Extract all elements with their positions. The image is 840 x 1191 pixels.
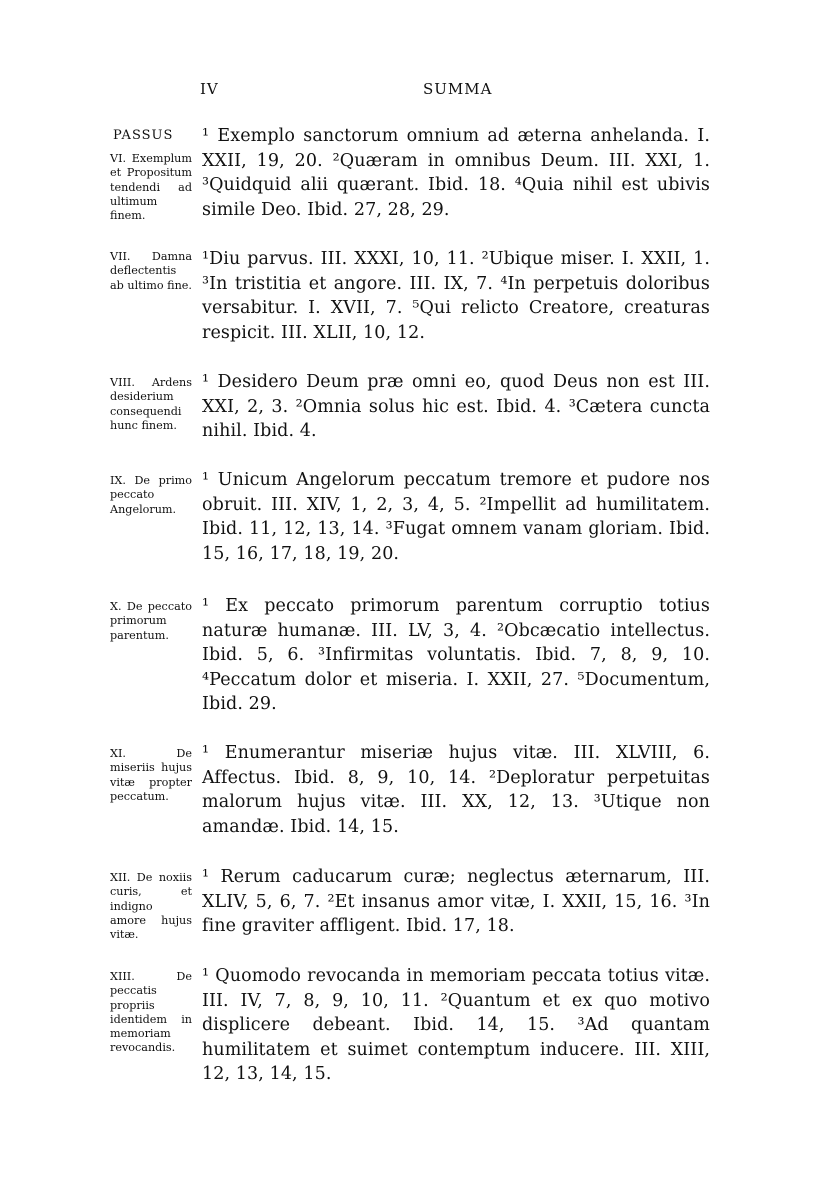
entry-text: ¹Diu parvus. III. XXXI, 10, 11. ²Ubique miser. I. XXII, 1. ³In tristitia et angore. III. IX, 7. ⁴In perpetuis doloribus versabitur. I. XVII, 7. ⁵Qui relicto Creatore, creaturas respicit. III. XLII, 10, 12. <box>202 249 710 343</box>
entry-text: ¹ Ex peccato primorum parentum corruptio totius naturæ humanæ. III. LV, 3, 4. ²Obcæcatio intellectus. Ibid. 5, 6. ³Infirmitas voluntatis. Ibid. 7, 8, 9, 10. ⁴Peccatum dolor et miseria. I. XXII, 27. ⁵Documentum, Ibid. 29. <box>202 596 710 715</box>
entry-text: ¹ Unicum Angelorum peccatum tremore et pudore nos obruit. III. XIV, 1, 2, 3, 4, 5. ²Impellit ad humilitatem. Ibid. 11, 12, 13, 14. ³Fugat omnem vanam gloriam. Ibid. 15, 16, 17, 18, 19, 20. <box>202 470 710 564</box>
entry-label: IX. De primo peccato Angelorum. <box>110 474 192 516</box>
entry-text: ¹ Desidero Deum præ omni eo, quod Deus non est III. XXI, 2, 3. ²Omnia solus hic est. Ibid. 4. ³Cætera cuncta nihil. Ibid. 4. <box>202 372 710 442</box>
entry-label: XI. De miseriis hujus vitæ propter peccatum. <box>110 747 192 803</box>
page-number: IV <box>200 80 219 98</box>
running-title: SUMMA <box>423 80 493 98</box>
entry-label: XII. De noxiis curis, et indigno amore hujus vitæ. <box>110 871 192 942</box>
entry-label: VIII. Ardens desiderium consequendi hunc finem. <box>110 376 192 432</box>
entry-text: ¹ Exemplo sanctorum omnium ad æterna anhelanda. I. XXII, 19, 20. ²Quæram in omnibus Deum. III. XXI, 1. ³Quidquid alii quærant. Ibid. 18. ⁴Quia nihil est ubivis simile Deo. Ibid. 27, 28, 29. <box>202 126 710 220</box>
entry-label: VI. Exemplum et Propositum tendendi ad ultimum finem. <box>110 152 192 223</box>
page-header <box>0 80 840 104</box>
entry-text: ¹ Quomodo revocanda in memoriam peccata totius vitæ. III. IV, 7, 8, 9, 10, 11. ²Quantum et ex quo motivo displicere debeant. Ibid. 14, 15. ³Ad quantam humilitatem et suimet contemptum inducere. III. XIII, 12, 13, 14, 15. <box>202 966 710 1085</box>
entry-label: VII. Damna deflectentis ab ultimo fine. <box>110 250 192 292</box>
entry-text: ¹ Enumerantur miseriæ hujus vitæ. III. XLVIII, 6. Affectus. Ibid. 8, 9, 10, 14. ²Deploratur perpetuitas malorum hujus vitæ. III. XX, 12, 13. ³Utique non amandæ. Ibid. 14, 15. <box>202 743 710 837</box>
entry-label: X. De peccato primorum parentum. <box>110 600 192 642</box>
entry-label: XIII. De peccatis propriis identidem in memoriam revocandis. <box>110 970 192 1055</box>
entry-text: ¹ Rerum caducarum curæ; neglectus æternarum, III. XLIV, 5, 6, 7. ²Et insanus amor vitæ, I. XXII, 15, 16. ³In fine graviter affligent. Ibid. 17, 18. <box>202 867 710 937</box>
sidebar-heading: PASSUS <box>113 128 174 143</box>
